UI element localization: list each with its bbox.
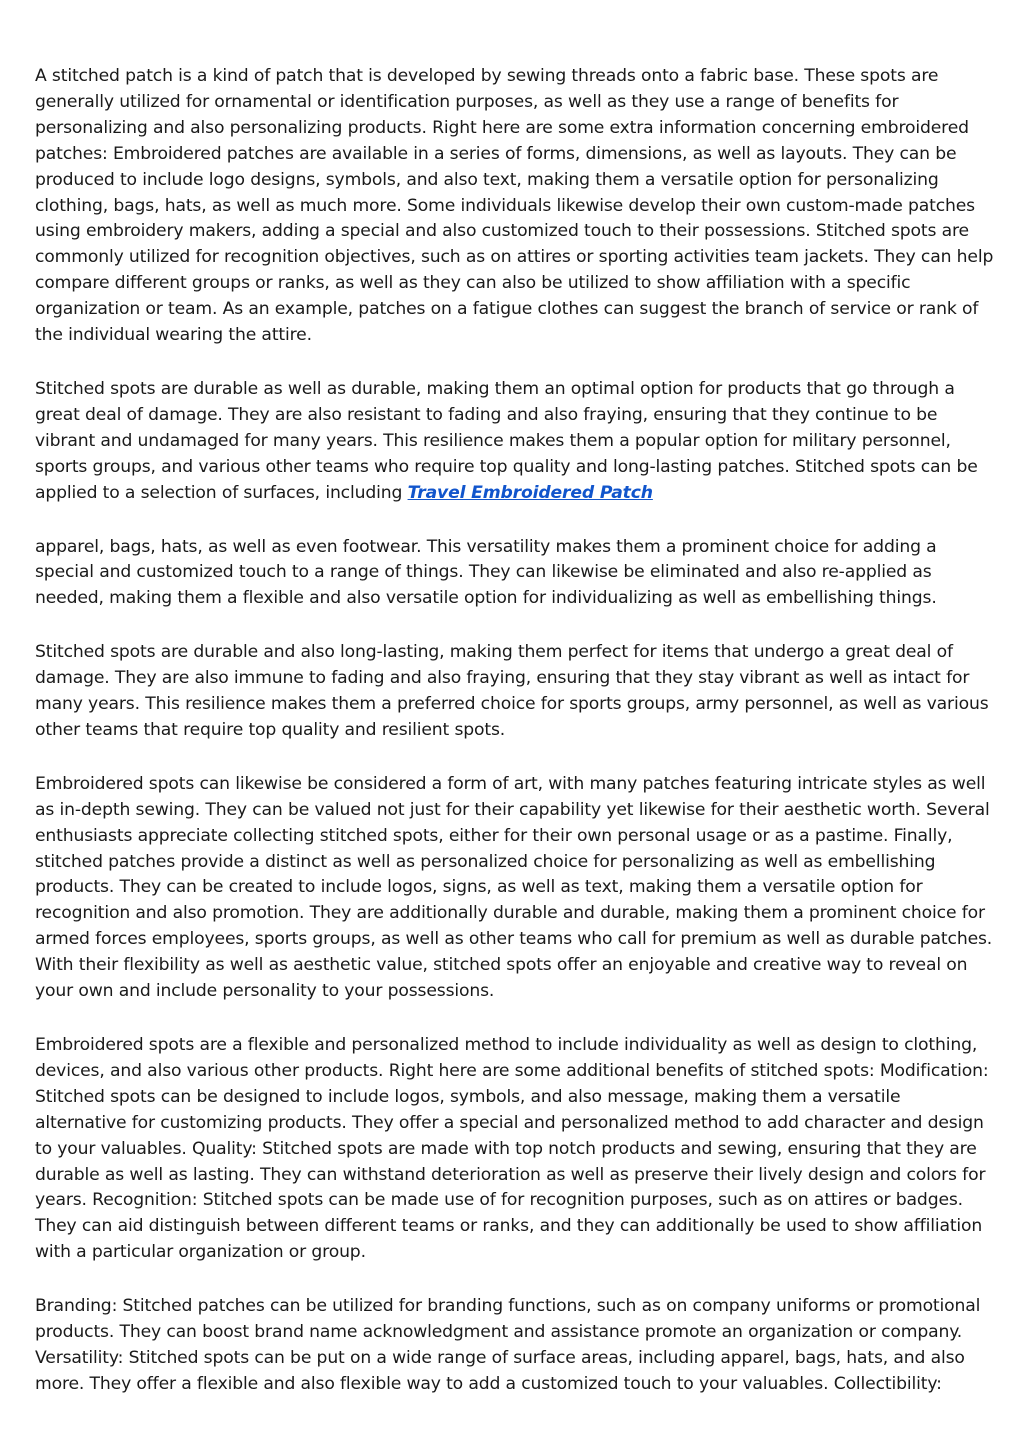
document-body — [35, 64, 997, 1426]
paragraph-4: Stitched spots are durable and also long-lasting, making them perfect for items that undergo a great deal of damage. They are also immune to fading and also fraying, ensuring that they stay vibrant as well as intact for many years. This resilience makes them a preferred choice for sports groups, army personnel, as well as various other teams that require top quality and resilient spots. — [35, 642, 989, 740]
paragraph-2-text: Stitched spots are durable as well as durable, making them an optimal option for products that go through a great deal of damage. They are also resistant to fading and also fraying, ensuring that they continue to be vibrant and undamaged for many years. This resilience makes them a popular option for military personnel, sports groups, and various other teams who require top quality and long-lasting patches. Stitched spots can be applied to a selection of surfaces, including — [35, 378, 978, 503]
paragraph-1: A stitched patch is a kind of patch that is developed by sewing threads onto a fabric base. These spots are generally utilized for ornamental or identification purposes, as well as they use a range of benefits for personalizing and also personalizing products. Right here are some extra information concerning embroidered patches: Embroidered patches are available in a series of forms, dimensions, as well as layouts. They can be produced to include logo designs, symbols, and also text, making them a versatile option for personalizing clothing, bags, hats, as well as much more. Some individuals likewise develop their own custom-made patches using embroidery makers, adding a special and also customized touch to their possessions. Stitched spots are commonly utilized for recognition objectives, such as on attires or sporting activities team jackets. They can help compare different groups or ranks, as well as they can also be utilized to show affiliation with a specific organization or team. As an example, patches on a fatigue clothes can suggest the branch of service or rank of the individual wearing the attire. — [35, 66, 994, 346]
travel-embroidered-patch-link[interactable]: Travel Embroidered Patch — [407, 482, 653, 503]
paragraph-6: Embroidered spots are a flexible and personalized method to include individuality as well as design to clothing, devices, and also various other products. Right here are some additional benefits of stitched spots: Modification: Stitched spots can be designed to include logos, symbols, and also message, making them a versatile alternative for customizing products. They offer a special and personalized method to add character and design to your valuables. Quality: Stitched spots are made with top notch products and sewing, ensuring that they are durable as well as lasting. They can withstand deterioration as well as preserve their lively design and colors for years. Recognition: Stitched spots can be made use of for recognition purposes, such as on attires or badges. They can aid distinguish between different teams or ranks, and they can additionally be used to show affiliation with a particular organization or group. — [35, 1035, 989, 1263]
paragraph-3: apparel, bags, hats, as well as even footwear. This versatility makes them a prominent choice for adding a special and customized touch to a range of things. They can likewise be eliminated and also re-applied as needed, making them a flexible and also versatile option for individualizing as well as embellishing things. — [35, 536, 937, 609]
paragraph-2 — [35, 377, 997, 507]
paragraph-5: Embroidered spots can likewise be considered a form of art, with many patches featuring intricate styles as well as in-depth sewing. They can be valued not just for their capability yet likewise for their aesthetic worth. Several enthusiasts appreciate collecting stitched spots, either for their own personal usage or as a pastime. Finally, stitched patches provide a distinct as well as personalized choice for personalizing as well as embellishing products. They can be created to include logos, signs, as well as text, making them a versatile option for recognition and also promotion. They are additionally durable and durable, making them a prominent choice for armed forces employees, sports groups, as well as other teams who call for premium as well as durable patches. With their flexibility as well as aesthetic value, stitched spots offer an enjoyable and creative way to reveal on your own and include personality to your possessions. — [35, 773, 993, 1002]
paragraph-7: Branding: Stitched patches can be utilized for branding functions, such as on company uniforms or promotional products. They can boost brand name acknowledgment and assistance promote an organization or company. Versatility: Stitched spots can be put on a wide range of surface areas, including apparel, bags, hats, and also more. They offer a flexible and also flexible way to add a customized touch to your valuables. Collectibility: — [35, 1296, 981, 1394]
